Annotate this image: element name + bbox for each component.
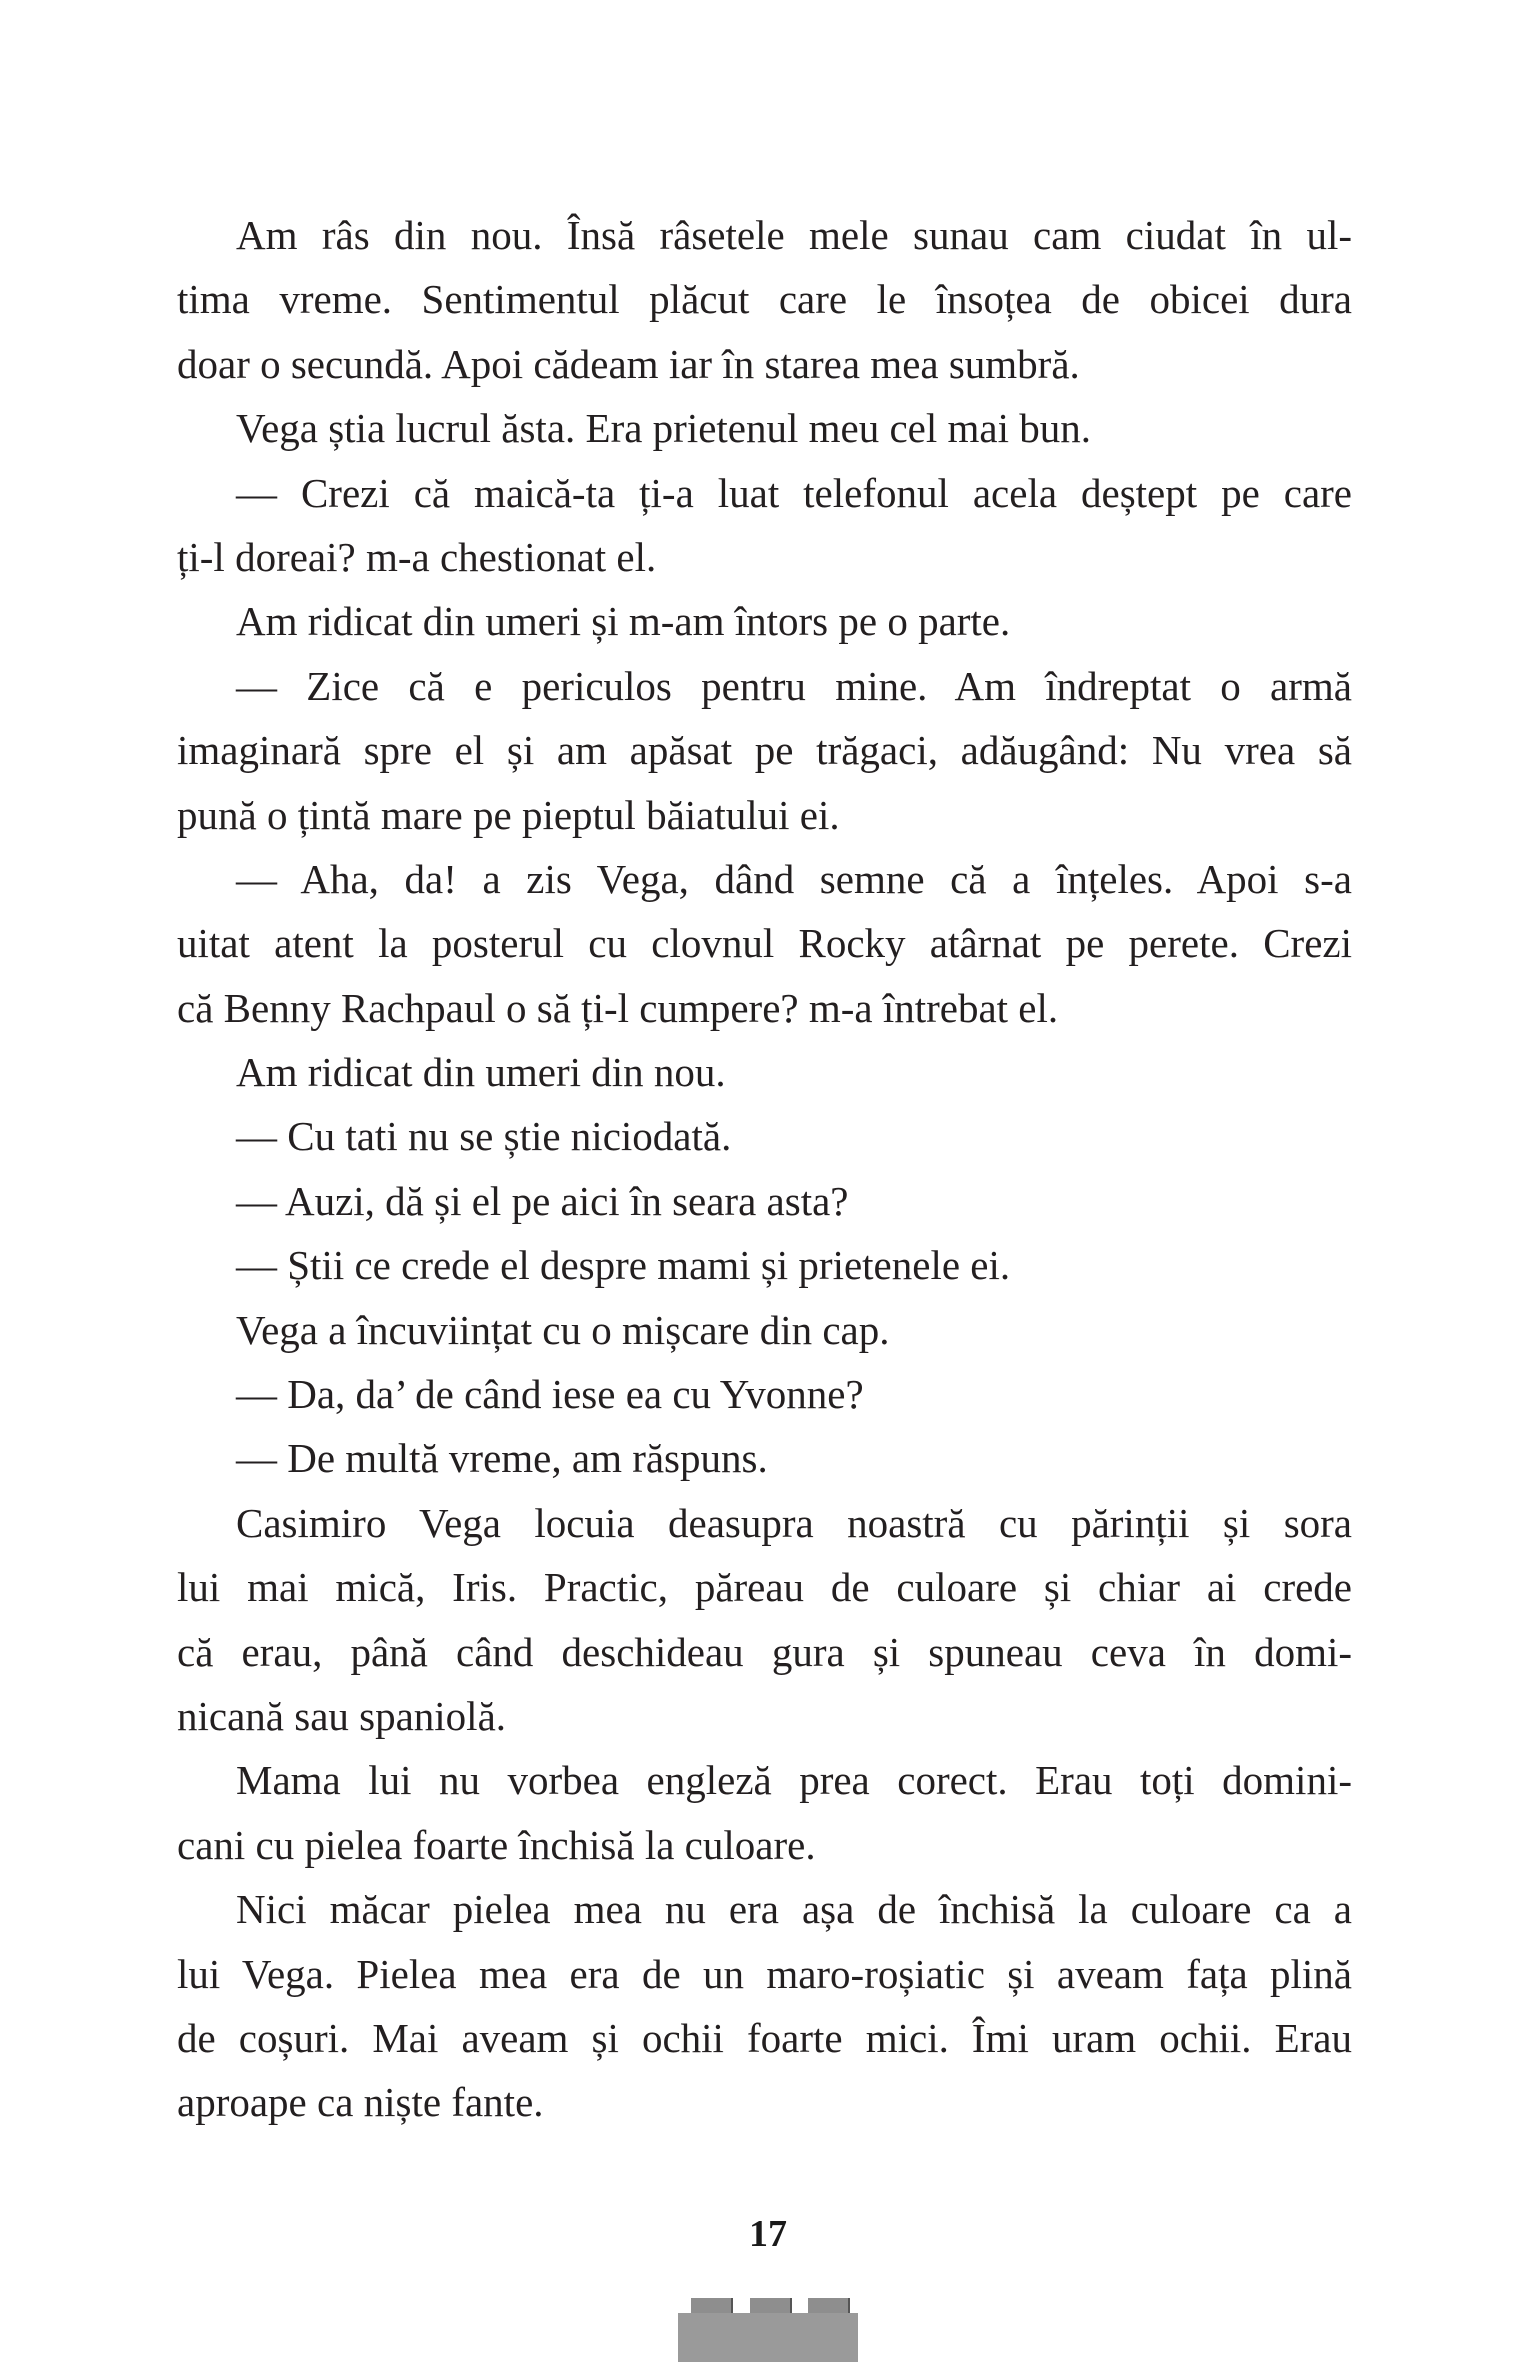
text-line: — Știi ce crede el despre mami și prietenele ei. — [236, 1242, 1011, 1289]
text-line: — Cu tati nu se știe niciodată. — [236, 1113, 732, 1160]
text-line: — Crezi că maică-ta ți-a luat telefonul acela deștept pe care — [236, 469, 1352, 516]
body-text — [177, 208, 1352, 2140]
text-line: imaginară spre el și am apăsat pe trăgaci, adăugând: Nu vrea să — [177, 727, 1352, 774]
text-line: ți-l doreai? m-a chestionat el. — [177, 533, 657, 580]
text-line: pună o țintă mare pe pieptul băiatului ei. — [177, 791, 840, 838]
brick-stud — [750, 2298, 792, 2314]
text-line: Casimiro Vega locuia deasupra noastră cu părinții și sora — [236, 1499, 1352, 1546]
text-line: Vega a încuviințat cu o mișcare din cap. — [236, 1306, 890, 1353]
text-line: tima vreme. Sentimentul plăcut care le însoțea de obicei dura — [177, 276, 1352, 323]
text-line: — Da, da’ de când iese ea cu Yvonne? — [236, 1371, 864, 1418]
text-line: Am ridicat din umeri din nou. — [236, 1049, 726, 1096]
text-line: lui Vega. Pielea mea era de un maro-roșiatic și aveam fața plină — [177, 1950, 1352, 1997]
text-line: că Benny Rachpaul o să ți-l cumpere? m-a întrebat el. — [177, 984, 1059, 1031]
text-line: lui mai mică, Iris. Practic, păreau de culoare și chiar ai crede — [177, 1564, 1352, 1611]
text-line: uitat atent la posterul cu clovnul Rocky atârnat pe perete. Crezi — [177, 920, 1352, 967]
text-line: cani cu pielea foarte închisă la culoare. — [177, 1821, 816, 1868]
text-line: Am ridicat din umeri și m-am întors pe o parte. — [236, 598, 1011, 645]
text-line: — Auzi, dă și el pe aici în seara asta? — [236, 1177, 849, 1224]
text-line: de coșuri. Mai aveam și ochii foarte mici. Îmi uram ochii. Erau — [177, 2014, 1352, 2061]
text-line: Am râs din nou. Însă râsetele mele sunau cam ciudat în ul- — [236, 212, 1352, 258]
text-line: că erau, până când deschideau gura și spuneau ceva în domi- — [177, 1628, 1352, 1675]
text-line: nicană sau spaniolă. — [177, 1692, 507, 1739]
brick-body — [678, 2313, 858, 2362]
text-line: — Zice că e periculos pentru mine. Am îndreptat o armă — [236, 662, 1352, 709]
text-line: aproape ca niște fante. — [177, 2079, 544, 2126]
text-line: Mama lui nu vorbea engleză prea corect. Erau toți domini- — [236, 1757, 1352, 1804]
page-number: 17 — [749, 2213, 787, 2255]
text-line: — Aha, da! a zis Vega, dând semne că a înțeles. Apoi s-a — [236, 855, 1352, 902]
brick-stud — [808, 2298, 850, 2314]
text-line: Nici măcar pielea mea nu era așa de închisă la culoare ca a — [236, 1886, 1352, 1933]
brick-stud — [691, 2298, 733, 2314]
text-line: doar o secundă. Apoi cădeam iar în starea mea sumbră. — [177, 340, 1080, 387]
text-line: — De multă vreme, am răspuns. — [236, 1435, 768, 1482]
text-line: Vega știa lucrul ăsta. Era prietenul meu cel mai bun. — [236, 405, 1091, 452]
